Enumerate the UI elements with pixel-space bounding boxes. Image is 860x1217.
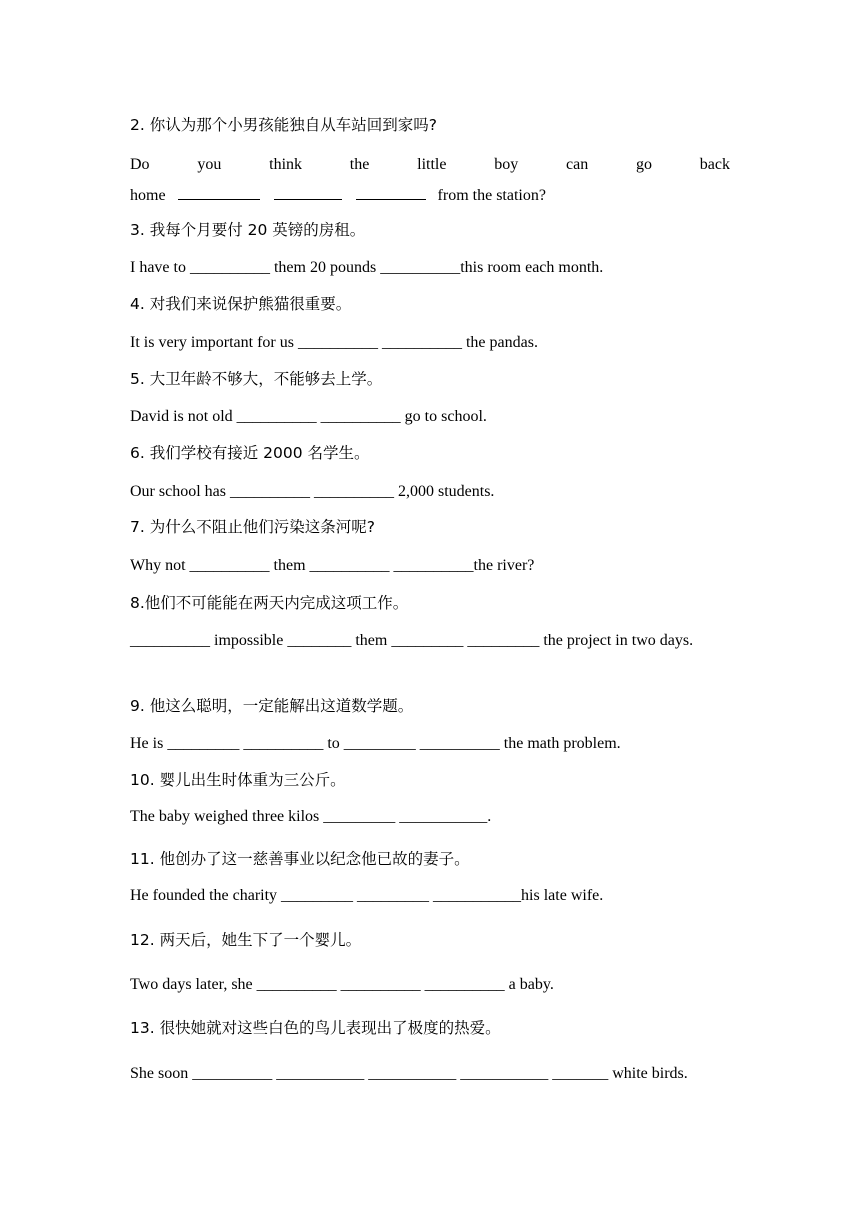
answer-blank[interactable] <box>356 184 426 200</box>
q6-english: Our school has __________ __________ 2,000 students. <box>130 483 495 500</box>
q13-chinese: 13. 很快她就对这些白色的鸟儿表现出了极度的热爱。 <box>130 1019 501 1037</box>
q8-english: __________ impossible ________ them _________ _________ the project in two days. <box>130 632 694 649</box>
q10-english: The baby weighed three kilos _________ ___________. <box>130 808 492 825</box>
q8-chinese: 8.他们不可能能在两天内完成这项工作。 <box>130 594 409 612</box>
q2-word: little <box>417 156 447 173</box>
q10-chinese: 10. 婴儿出生时体重为三公斤。 <box>130 771 346 789</box>
q2-chinese: 2. 你认为那个小男孩能独自从车站回到家吗? <box>130 116 437 134</box>
q5-chinese: 5. 大卫年龄不够大，不能够去上学。 <box>130 370 383 388</box>
q13-english: She soon __________ ___________ ___________ ___________ _______ white birds. <box>130 1065 688 1082</box>
q7-english: Why not __________ them __________ __________the river? <box>130 557 535 574</box>
q9-chinese: 9. 他这么聪明，一定能解出这道数学题。 <box>130 697 414 715</box>
q2-word: Do <box>130 156 150 173</box>
q5-english: David is not old __________ __________ go to school. <box>130 408 487 425</box>
q2-english-line2 <box>130 184 730 206</box>
answer-blank[interactable] <box>274 184 342 200</box>
answer-blank[interactable] <box>178 184 260 200</box>
q11-english: He founded the charity _________ _________ ___________his late wife. <box>130 887 604 904</box>
q2-word: the <box>349 156 370 173</box>
q2-word: you <box>197 156 222 173</box>
q4-english: It is very important for us __________ __________ the pandas. <box>130 334 538 351</box>
q2-word: go <box>636 156 652 173</box>
q7-chinese: 7. 为什么不阻止他们污染这条河呢? <box>130 518 375 536</box>
q3-english: I have to __________ them 20 pounds __________this room each month. <box>130 259 604 276</box>
q4-chinese: 4. 对我们来说保护熊猫很重要。 <box>130 295 352 313</box>
q2-word: boy <box>494 156 519 173</box>
q2-word: back <box>699 156 730 173</box>
q2-english-line1 <box>130 155 730 175</box>
q2-word: think <box>269 156 303 173</box>
q6-chinese: 6. 我们学校有接近 2000 名学生。 <box>130 444 370 462</box>
q11-chinese: 11. 他创办了这一慈善事业以纪念他已故的妻子。 <box>130 850 470 868</box>
q2-word: can <box>566 156 589 173</box>
q3-chinese: 3. 我每个月要付 20 英镑的房租。 <box>130 221 366 239</box>
q2-home: home <box>130 187 166 204</box>
q12-english: Two days later, she __________ __________ __________ a baby. <box>130 976 554 993</box>
q2-tail: from the station? <box>437 187 546 204</box>
q9-english: He is _________ __________ to _________ __________ the math problem. <box>130 735 621 752</box>
q12-chinese: 12. 两天后，她生下了一个婴儿。 <box>130 931 362 949</box>
